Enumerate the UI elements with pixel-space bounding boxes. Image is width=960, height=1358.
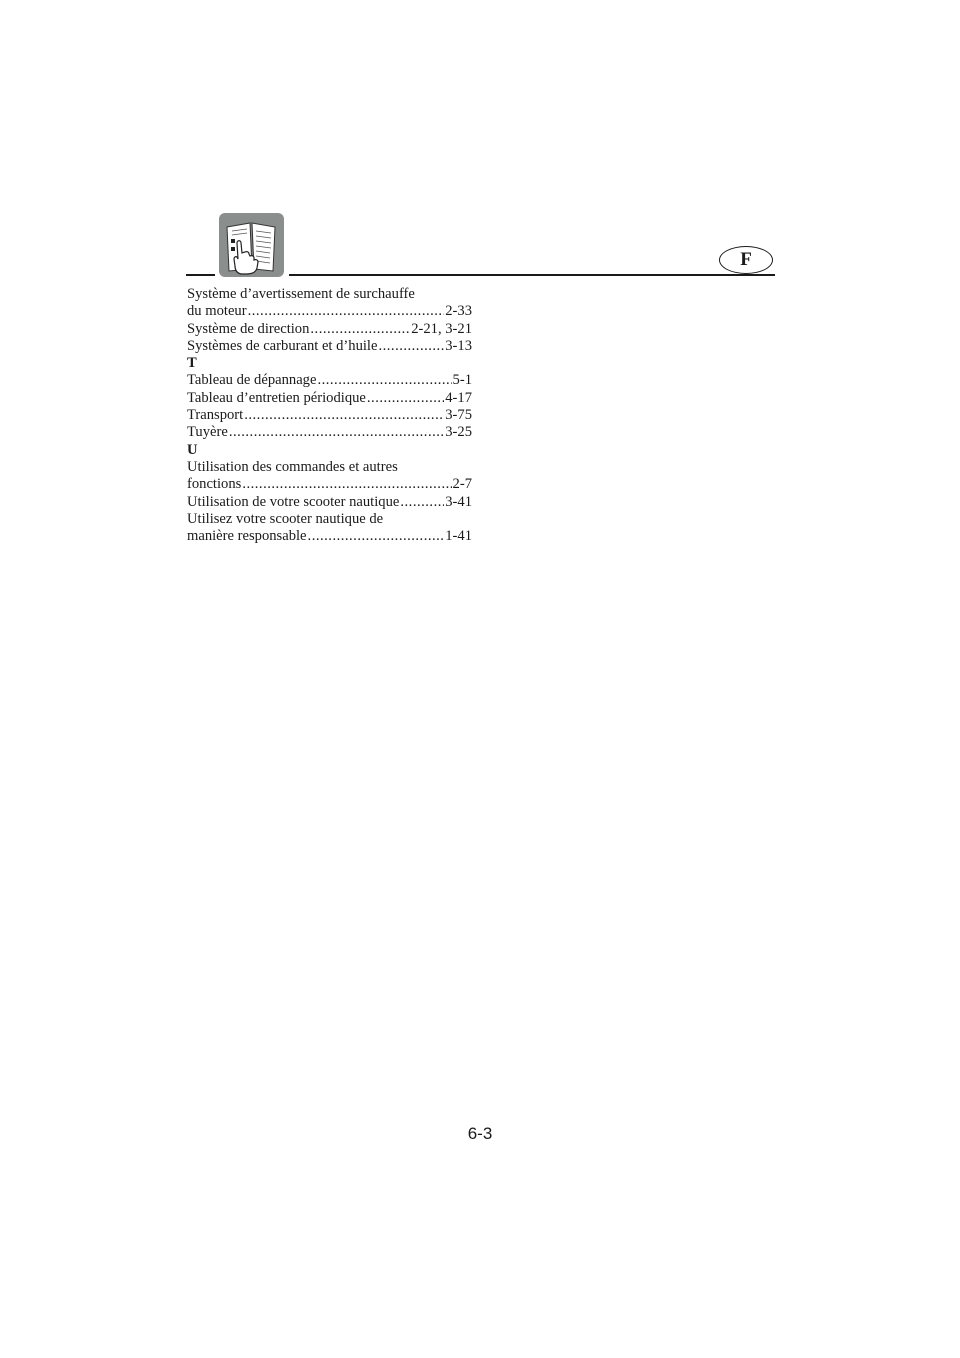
dot-leader: [367, 390, 444, 407]
index-entry-label: Tableau d’entretien périodique: [187, 389, 366, 406]
index-entry: [187, 372, 472, 389]
index-entry-line: Utilisation des commandes et autres: [187, 458, 398, 475]
index-entry-page: 3-75: [445, 407, 472, 424]
index-entry-page: 3-13: [445, 337, 472, 354]
manual-book-hand-icon: [219, 213, 284, 277]
index-list: [187, 286, 472, 545]
dot-leader: [244, 407, 444, 424]
index-entry: [187, 321, 472, 338]
dot-leader: [248, 303, 445, 320]
index-entry: [187, 528, 472, 545]
index-entry-label: Systèmes de carburant et d’huile: [187, 337, 378, 354]
index-entry-label: Système de direction: [187, 320, 310, 337]
index-entry-page: 3-25: [445, 424, 472, 441]
index-entry-page: 2-21, 3-21: [411, 320, 472, 337]
index-entry: [187, 338, 472, 355]
index-entry-label: du moteur: [187, 303, 247, 320]
index-entry: [187, 390, 472, 407]
index-entry: [187, 424, 472, 441]
index-entry: [187, 407, 472, 424]
index-section-letter: T: [187, 355, 197, 372]
index-entry-label: Utilisation de votre scooter nautique: [187, 493, 400, 510]
index-entry-page: 3-41: [445, 493, 472, 510]
index-section-letter: U: [187, 441, 198, 458]
dot-leader: [229, 424, 444, 441]
dot-leader: [308, 528, 445, 545]
header-rule-left: [186, 274, 215, 276]
index-entry-line: Utilisez votre scooter nautique de: [187, 510, 384, 527]
index-entry-page: 2-33: [445, 303, 472, 320]
index-entry-page: 2-7: [452, 476, 472, 493]
index-entry-label: manière responsable: [187, 528, 307, 545]
dot-leader: [317, 372, 451, 389]
index-entry-page: 4-17: [445, 389, 472, 406]
index-entry-page: 5-1: [452, 372, 472, 389]
dot-leader: [400, 494, 444, 511]
index-entry-label: Transport: [187, 407, 244, 424]
index-entry: [187, 476, 472, 493]
index-entry-label: Tableau de dépannage: [187, 372, 317, 389]
index-entry-line: Système d’avertissement de surchauffe: [187, 286, 415, 302]
index-entry: [187, 303, 472, 320]
index-entry-page: 1-41: [445, 528, 472, 545]
index-entry-label: fonctions: [187, 476, 242, 493]
language-badge: F: [719, 246, 773, 274]
page-number: 6-3: [467, 1124, 493, 1143]
header-rule-right: [289, 274, 775, 276]
index-entry-label: Tuyère: [187, 424, 228, 441]
dot-leader: [242, 476, 451, 493]
dot-leader: [378, 338, 444, 355]
index-entry: [187, 494, 472, 511]
dot-leader: [310, 321, 410, 338]
